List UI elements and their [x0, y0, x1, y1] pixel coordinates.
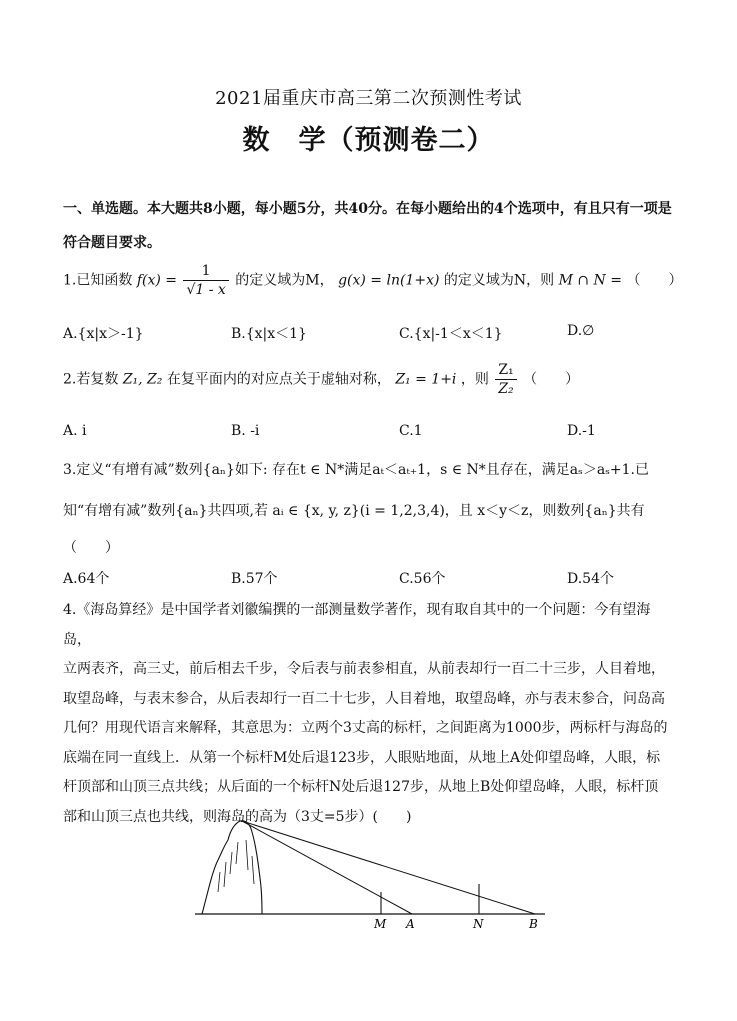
exam-subtitle: 数 学（预测卷二） [242, 125, 495, 156]
label-b: B [529, 917, 538, 931]
q1-option-b: B.{x|x＜1} [231, 326, 307, 342]
label-m: M [374, 917, 387, 931]
q1-prefix: 1.已知函数 [63, 272, 133, 289]
q3-option-d: D.54个 [567, 571, 614, 587]
q1-f-lhs: f(x) = [136, 272, 177, 289]
label-n: N [473, 917, 484, 931]
q1-option-a: A.{x|x＞-1} [63, 326, 144, 342]
q3-option-a: A.64个 [63, 571, 110, 587]
q1-paren: （ ） [626, 272, 683, 289]
q2-option-a: A. i [63, 423, 87, 439]
q1-mid: 的定义域为M， [235, 272, 334, 289]
q2-frac-num: Z₁ [495, 361, 516, 380]
q3-line-1: 3.定义“有增有减”数列{aₙ}如下: 存在t ∈ N*满足aₜ＜aₜ₊1，s ∈ N*且存在，满足aₛ＞aₛ+1.已 [63, 462, 650, 478]
question-2 [63, 361, 579, 398]
q2-option-c: C.1 [399, 423, 423, 439]
q4-line: 4.《海岛算经》是中国学者刘徽编撰的一部测量数学著作，现有取自其中的一个问题：今有望海岛， [63, 602, 651, 648]
q2-then: ，则 [460, 371, 489, 388]
q2-option-d: D.-1 [567, 423, 596, 439]
q4-line: 立两表齐，高三丈，前后相去千步，令后表与前表参相直，从前表却行一百二十三步，人目着地， [63, 661, 665, 677]
q3-option-b: B.57个 [231, 571, 278, 587]
q1-frac-den: √1 - x [186, 282, 226, 298]
q1-ask: M ∩ N = [558, 272, 622, 289]
q4-line: 几何？用现代语言来解释，其意思为：立两个3丈高的标杆，之间距离为1000步，两标杆与海岛的 [63, 720, 668, 736]
q2-paren: （ ） [523, 371, 580, 388]
exam-title: 2021届重庆市高三第二次预测性考试 [215, 88, 522, 109]
question-1 [63, 262, 682, 299]
q3-line-2: 知“有增有减”数列{aₙ}共四项,若 aᵢ ∈ {x, y, z}(i = 1,2,3,4)，且 x＜y＜z，则数列{aₙ}共有 [63, 503, 645, 519]
q1-fraction [183, 262, 228, 299]
q2-option-b: B. -i [231, 423, 260, 439]
q1-option-c: C.{x|-1＜x＜1} [399, 326, 503, 342]
sight-line-a [242, 821, 412, 914]
q1-suffix: 的定义域为N，则 [443, 272, 555, 289]
sight-line-b [242, 821, 535, 914]
q3-option-c: C.56个 [399, 571, 446, 587]
q2-fraction [495, 361, 516, 398]
q4-line: 杆顶部和山顶三点共线；从后面的一个标杆N处后退127步，从地上B处仰望岛峰，人眼，标杆顶 [63, 779, 659, 795]
q1-g-expr: g(x) = ln(1+x) [338, 272, 440, 289]
q4-line: 底端在同一直线上．从第一个标杆M处后退123步，人眼贴地面，从地上A处仰望岛峰，人眼，标 [63, 749, 661, 766]
q2-frac-den: Z₂ [498, 381, 514, 397]
q3-line-3: （ ） [63, 540, 119, 556]
q1-option-d: D.∅ [567, 323, 595, 339]
island-diagram [190, 812, 560, 937]
q4-line: 取望岛峰，与表末参合，从后表却行一百二十七步，人目着地，取望岛峰，亦与表末参合，问岛高 [63, 690, 665, 707]
q2-prefix: 2.若复数 [63, 371, 119, 388]
q1-frac-num: 1 [183, 262, 228, 281]
q2-vars: Z₁, Z₂ [122, 371, 163, 388]
q4-line: 部和山顶三点也共线，则海岛的高为（3丈=5步）( ) [63, 808, 412, 825]
q2-mid: 在复平面内的对应点关于虚轴对称， [166, 371, 391, 388]
q2-given: Z₁ = 1+i [395, 371, 457, 388]
label-a: A [406, 917, 415, 931]
question-4 [63, 596, 675, 832]
section-heading: 一、单选题。本大题共8小题，每小题5分，共40分。在每小题给出的4个选项中，有且只有一项是符合题目要求。 [63, 201, 672, 251]
